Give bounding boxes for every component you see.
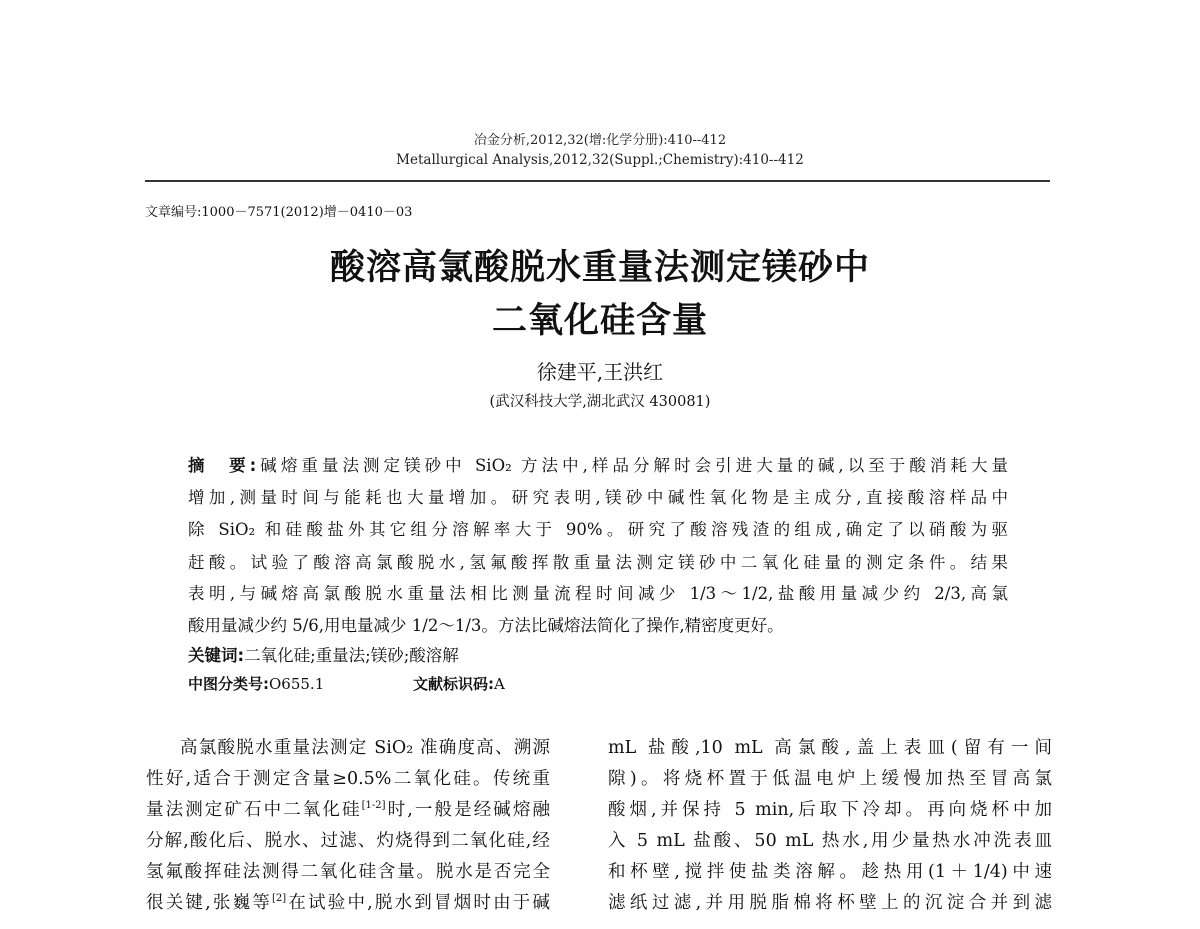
abstract-label: 摘 要: <box>188 456 257 475</box>
body-line: 很关键,张巍等[2]在试验中,脱水到冒烟时由于碱 <box>146 893 551 913</box>
header-rule <box>145 180 1050 182</box>
journal-header-cn: 冶金分析,2012,32(增:化学分册):410--412 <box>473 133 727 148</box>
citation: [1-2] <box>361 800 386 812</box>
document-code: 文献标识码:A <box>413 675 505 693</box>
abstract-line: 摘 要:碱熔重量法测定镁砂中 SiO₂ 方法中,样品分解时会引进大量的碱,以至于酸消耗大量 <box>188 456 1008 475</box>
abstract-line: 酸用量减少约 5/6,用电量减少 1/2～1/3。方法比碱熔法简化了操作,精密度更好。 <box>188 616 784 635</box>
title-line-2: 二氧化硅含量 <box>491 301 708 341</box>
body-line: 量法测定矿石中二氧化硅[1-2]时,一般是经碱熔融 <box>146 800 551 820</box>
title-line-1: 酸溶高氯酸脱水重量法测定镁砂中 <box>329 248 870 288</box>
abstract-line: 赶酸。试验了酸溶高氯酸脱水,氢氟酸挥散重量法测定镁砂中二氧化硅量的测定条件。结果 <box>188 553 1008 572</box>
classification: 中图分类号:O655.1 <box>188 675 325 693</box>
body-line: 滤纸过滤,并用脱脂棉将杯壁上的沉淀合并到滤 <box>608 893 1052 913</box>
abstract-line: 表明,与碱熔高氯酸脱水重量法相比测量流程时间减少 1/3～1/2,盐酸用量减少约 2/3,高氯 <box>188 584 1008 603</box>
body-line: 和杯壁,搅拌使盐类溶解。趁热用(1＋1/4)中速 <box>608 862 1052 882</box>
citation: [2] <box>271 893 287 905</box>
body-line: 性好,适合于测定含量≥0.5%二氧化硅。传统重 <box>146 769 550 789</box>
body-line: 入 5 mL 盐酸、50 mL 热水,用少量热水冲洗表皿 <box>608 831 1052 851</box>
body-line: 氢氟酸挥硅法测得二氧化硅含量。脱水是否完全 <box>146 862 550 882</box>
keywords: 关键词:二氧化硅;重量法;镁砂;酸溶解 <box>188 646 459 665</box>
affiliation: (武汉科技大学,湖北武汉 430081) <box>489 394 711 410</box>
body-line: 高氯酸脱水重量法测定 SiO₂ 准确度高、溯源 <box>180 738 550 758</box>
body-line: mL 盐酸,10 mL 高氯酸,盖上表皿(留有一间 <box>608 738 1052 758</box>
journal-header-en: Metallurgical Analysis,2012,32(Suppl.;Chemistry):410--412 <box>396 152 804 168</box>
body-line: 隙)。将烧杯置于低温电炉上缓慢加热至冒高氯 <box>608 769 1052 789</box>
article-number: 文章编号:1000－7571(2012)增－0410－03 <box>145 205 413 220</box>
authors: 徐建平,王洪红 <box>536 360 664 384</box>
abstract-line: 除 SiO₂ 和硅酸盐外其它组分溶解率大于 90%。研究了酸溶残渣的组成,确定了以硝酸为驱 <box>188 520 1008 539</box>
body-line: 分解,酸化后、脱水、过滤、灼烧得到二氧化硅,经 <box>146 831 550 851</box>
body-line: 酸烟,并保持 5 min,后取下冷却。再向烧杯中加 <box>608 800 1052 820</box>
abstract-line: 增加,测量时间与能耗也大量增加。研究表明,镁砂中碱性氧化物是主成分,直接酸溶样品中 <box>188 488 1008 507</box>
